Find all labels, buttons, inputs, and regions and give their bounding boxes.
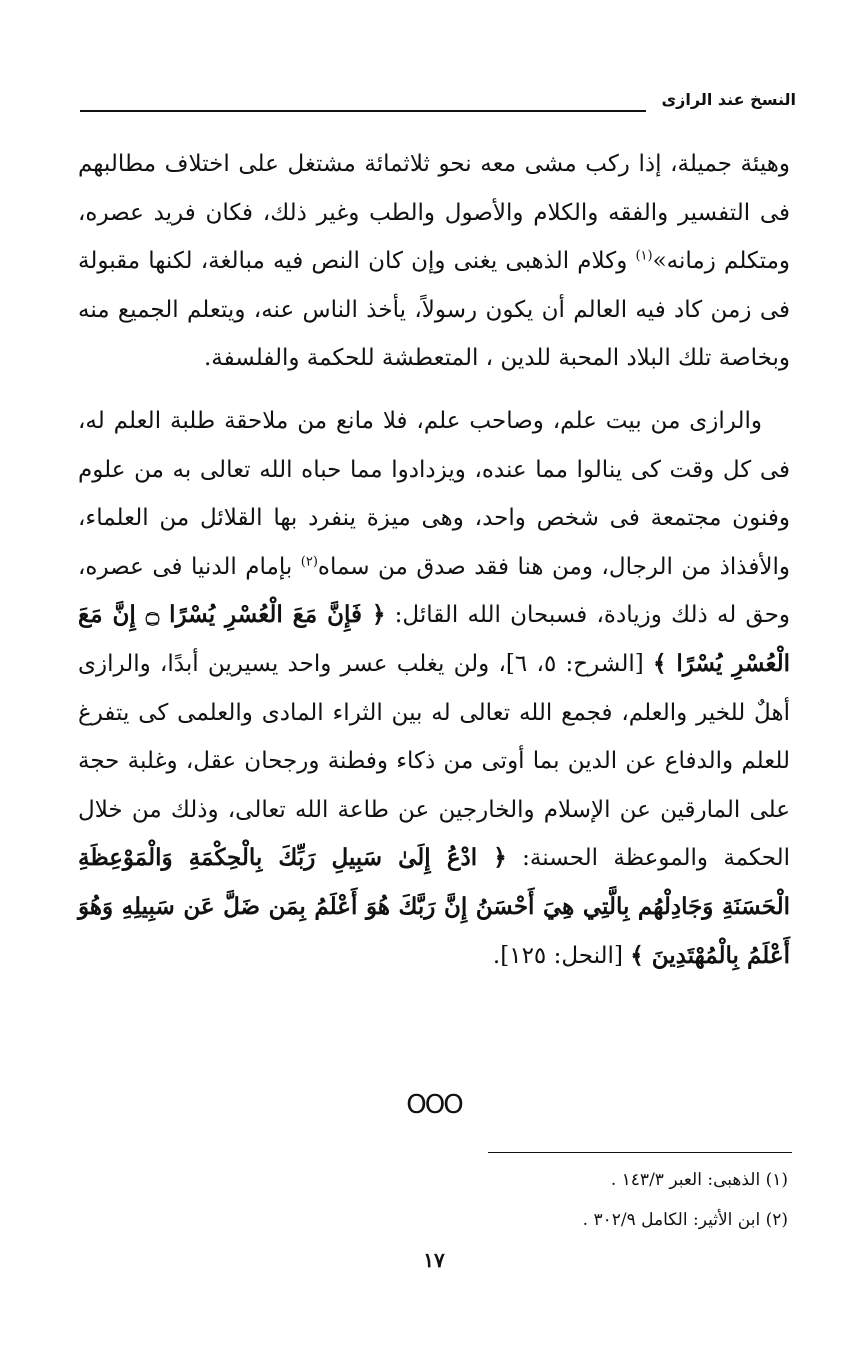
footnote-ref-2: (٢) [300, 554, 318, 570]
footnote-ref-1: (١) [635, 248, 653, 264]
main-text [78, 140, 790, 980]
running-title: النسخ عند الرازى [661, 90, 796, 109]
paragraph-2-part-2: بإمام الدنيا فى عصره، وحق له ذلك وزيادة، فسبحان الله القائل: [78, 553, 791, 629]
header-rule [80, 110, 646, 112]
section-ornament: OOO [406, 1090, 462, 1120]
paragraph-2-part-1: والرازى من بيت علم، وصاحب علم، فلا مانع من ملاحقة طلبة العلم له، فى كل وقت كى ينالوا مما عنده، ويزدادوا مما حباه الله تعالى به من علوم وفنون مجتمعة فى شخص واحد، وهى ميزة ينفرد بها القلائل من العلماء، والأفذاذ من الرجال، ومن هنا فقد صدق من سماه [78, 407, 790, 580]
quran-verse-1: ﴿ فَإِنَّ مَعَ الْعُسْرِ يُسْرًا ۝ إِنَّ مَعَ الْعُسْرِ يُسْرًا ﴾ [78, 601, 791, 677]
paragraph-2-part-3: [الشرح: ٥، ٦]، ولن يغلب عسر واحد يسيرين أبدًا، والرازى أهلٌ للخير والعلم، فجمع الله تعالى له بين الثراء المادى والعلمى كى يتفرغ للعلم والدفاع عن الدين بما أوتى من ذكاء وفطنة ورجحان عقل، وغلبة حجة على المارقين عن الإسلام والخارجين عن طاعة الله تعالى، وذلك من خلال الحكمة والموعظة الحسنة: [78, 650, 790, 872]
footnote-2: (٢) ابن الأثير: الكامل ٣٠٢/٩ . [582, 1210, 788, 1230]
page-number: ١٧ [423, 1248, 445, 1272]
paragraph-2 [78, 397, 790, 980]
quran-verse-2: ﴿ ادْعُ إِلَىٰ سَبِيلِ رَبِّكَ بِالْحِكْمَةِ وَالْمَوْعِظَةِ الْحَسَنَةِ وَجَادِلْهُم بِالَّتِي هِيَ أَحْسَنُ إِنَّ رَبَّكَ هُوَ أَعْلَمُ بِمَن ضَلَّ عَن سَبِيلِهِ وَهُوَ أَعْلَمُ بِالْمُهْتَدِينَ ﴾ [78, 844, 790, 969]
footnote-1: (١) الذهبى: العبر ١٤٣/٣ . [610, 1170, 788, 1190]
paragraph-1-part-2: وكلام الذهبى يغنى وإن كان النص فيه مبالغة، لكنها مقبولة فى زمن كاد فيه العالم أن يكون رسولاً، يأخذ الناس عنه، ويتعلم الجميع منه وبخاصة تلك البلاد المحبة للدين ، المتعطشة للحكمة والفلسفة. [78, 248, 790, 372]
footnote-rule [488, 1152, 792, 1153]
paragraph-1-part-1: وهيئة جميلة، إذا ركب مشى معه نحو ثلاثمائة مشتغل على اختلاف مطالبهم فى التفسير والفقه والكلام والأصول والطب وغير ذلك، فكان فريد عصره، ومتكلم زمانه» [78, 151, 790, 275]
paragraph-1 [78, 140, 790, 383]
footnotes [288, 1160, 788, 1240]
paragraph-2-part-4: [النحل: ١٢٥]. [492, 942, 631, 969]
running-header [80, 86, 796, 126]
